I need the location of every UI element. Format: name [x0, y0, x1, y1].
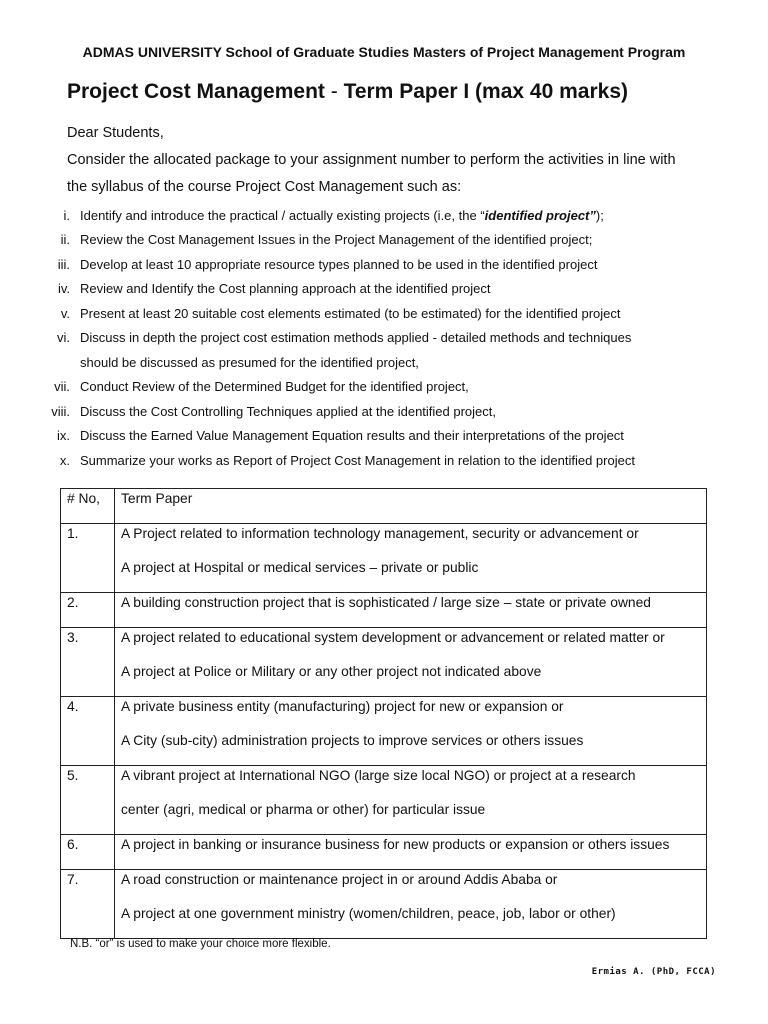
row-text: A private business entity (manufacturing) project for new or expansion or A City (sub-city) administration projects to improve services or others issues: [115, 697, 707, 766]
university-header: ADMAS UNIVERSITY School of Graduate Studies Masters of Project Management Program: [82, 44, 686, 60]
list-number: i.: [63, 207, 70, 223]
list-item: [40, 228, 730, 253]
intro-line-1: Consider the allocated package to your assignment number to perform the activities in line with: [67, 152, 676, 168]
activity-list: [40, 203, 730, 473]
list-number: vii.: [54, 379, 70, 395]
list-number: iii.: [57, 256, 70, 272]
list-number: iv.: [57, 281, 70, 297]
list-number: x.: [59, 452, 70, 468]
list-number: ix.: [57, 428, 70, 444]
row-number: 2.: [61, 593, 115, 628]
row-number: 7.: [61, 870, 115, 939]
row-number: 5.: [61, 766, 115, 835]
intro-line-2: the syllabus of the course Project Cost Management such as:: [67, 179, 462, 195]
term-paper-table: [60, 488, 707, 939]
list-item: [40, 399, 730, 424]
row-text: A building construction project that is sophisticated / large size – state or private owned: [115, 593, 707, 628]
list-item: [40, 252, 730, 277]
header-no: # No,: [61, 489, 115, 524]
table-header-row: [61, 489, 707, 524]
list-text: Present at least 20 suitable cost elements estimated (to be estimated) for the identified project: [80, 305, 621, 321]
list-number: ii.: [60, 232, 70, 248]
table-row: [61, 628, 707, 697]
row-number: 1.: [61, 524, 115, 593]
list-item: [40, 301, 730, 326]
list-item: [40, 424, 730, 449]
list-text: should be discussed as presumed for the identified project,: [80, 354, 419, 370]
list-number: v.: [60, 305, 70, 321]
title-main: Project Cost Management: [67, 80, 325, 103]
list-item: [40, 277, 730, 302]
table-row: [61, 766, 707, 835]
list-text: Identify and introduce the practical / actually existing projects (i.e, the “identified project”);: [80, 207, 604, 223]
list-item-continuation: [40, 350, 730, 375]
row-text: A road construction or maintenance project in or around Addis Ababa or A project at one government ministry (women/children, peace, job, labor or other): [115, 870, 707, 939]
list-item: [40, 203, 730, 228]
list-text: Conduct Review of the Determined Budget for the identified project,: [80, 379, 469, 395]
list-text: Discuss the Cost Controlling Techniques applied at the identified project,: [80, 403, 496, 419]
table-row: [61, 697, 707, 766]
table-row: [61, 835, 707, 870]
list-item: [40, 326, 730, 351]
title-sub: Term Paper I (max 40 marks): [343, 80, 628, 103]
header-term-paper: Term Paper: [115, 489, 707, 524]
list-item: [40, 448, 730, 473]
author-signature: Ermias A. (PhD, FCCA): [591, 967, 716, 977]
table-row: [61, 870, 707, 939]
row-number: 6.: [61, 835, 115, 870]
list-text: Review and Identify the Cost planning approach at the identified project: [80, 281, 491, 297]
title-separator: -: [324, 80, 344, 103]
row-text: A vibrant project at International NGO (large size local NGO) or project at a research center (agri, medical or pharma or other) for particular issue: [115, 766, 707, 835]
row-text: A Project related to information technology management, security or advancement or A project at Hospital or medical services – private or public: [115, 524, 707, 593]
row-text: A project related to educational system development or advancement or related matter or A project at Police or Military or any other project not indicated above: [115, 628, 707, 697]
row-text: A project in banking or insurance business for new products or expansion or others issues: [115, 835, 707, 870]
list-text: Discuss the Earned Value Management Equation results and their interpretations of the project: [80, 428, 624, 444]
footnote: N.B. “or” is used to make your choice more flexible.: [70, 938, 331, 950]
list-number: viii.: [51, 403, 70, 419]
list-number: vi.: [57, 330, 70, 346]
greeting: Dear Students,: [67, 125, 164, 141]
list-text: Review the Cost Management Issues in the Project Management of the identified project;: [80, 232, 593, 248]
row-number: 4.: [61, 697, 115, 766]
list-text: Develop at least 10 appropriate resource types planned to be used in the identified project: [80, 256, 598, 272]
table-row: [61, 593, 707, 628]
row-number: 3.: [61, 628, 115, 697]
table-row: [61, 524, 707, 593]
emphasis-text: identified project”: [484, 207, 596, 223]
list-item: [40, 375, 730, 400]
page-title: [67, 80, 628, 104]
list-text: Summarize your works as Report of Project Cost Management in relation to the identified project: [80, 452, 635, 468]
list-text: Discuss in depth the project cost estimation methods applied - detailed methods and techniques: [80, 330, 632, 346]
